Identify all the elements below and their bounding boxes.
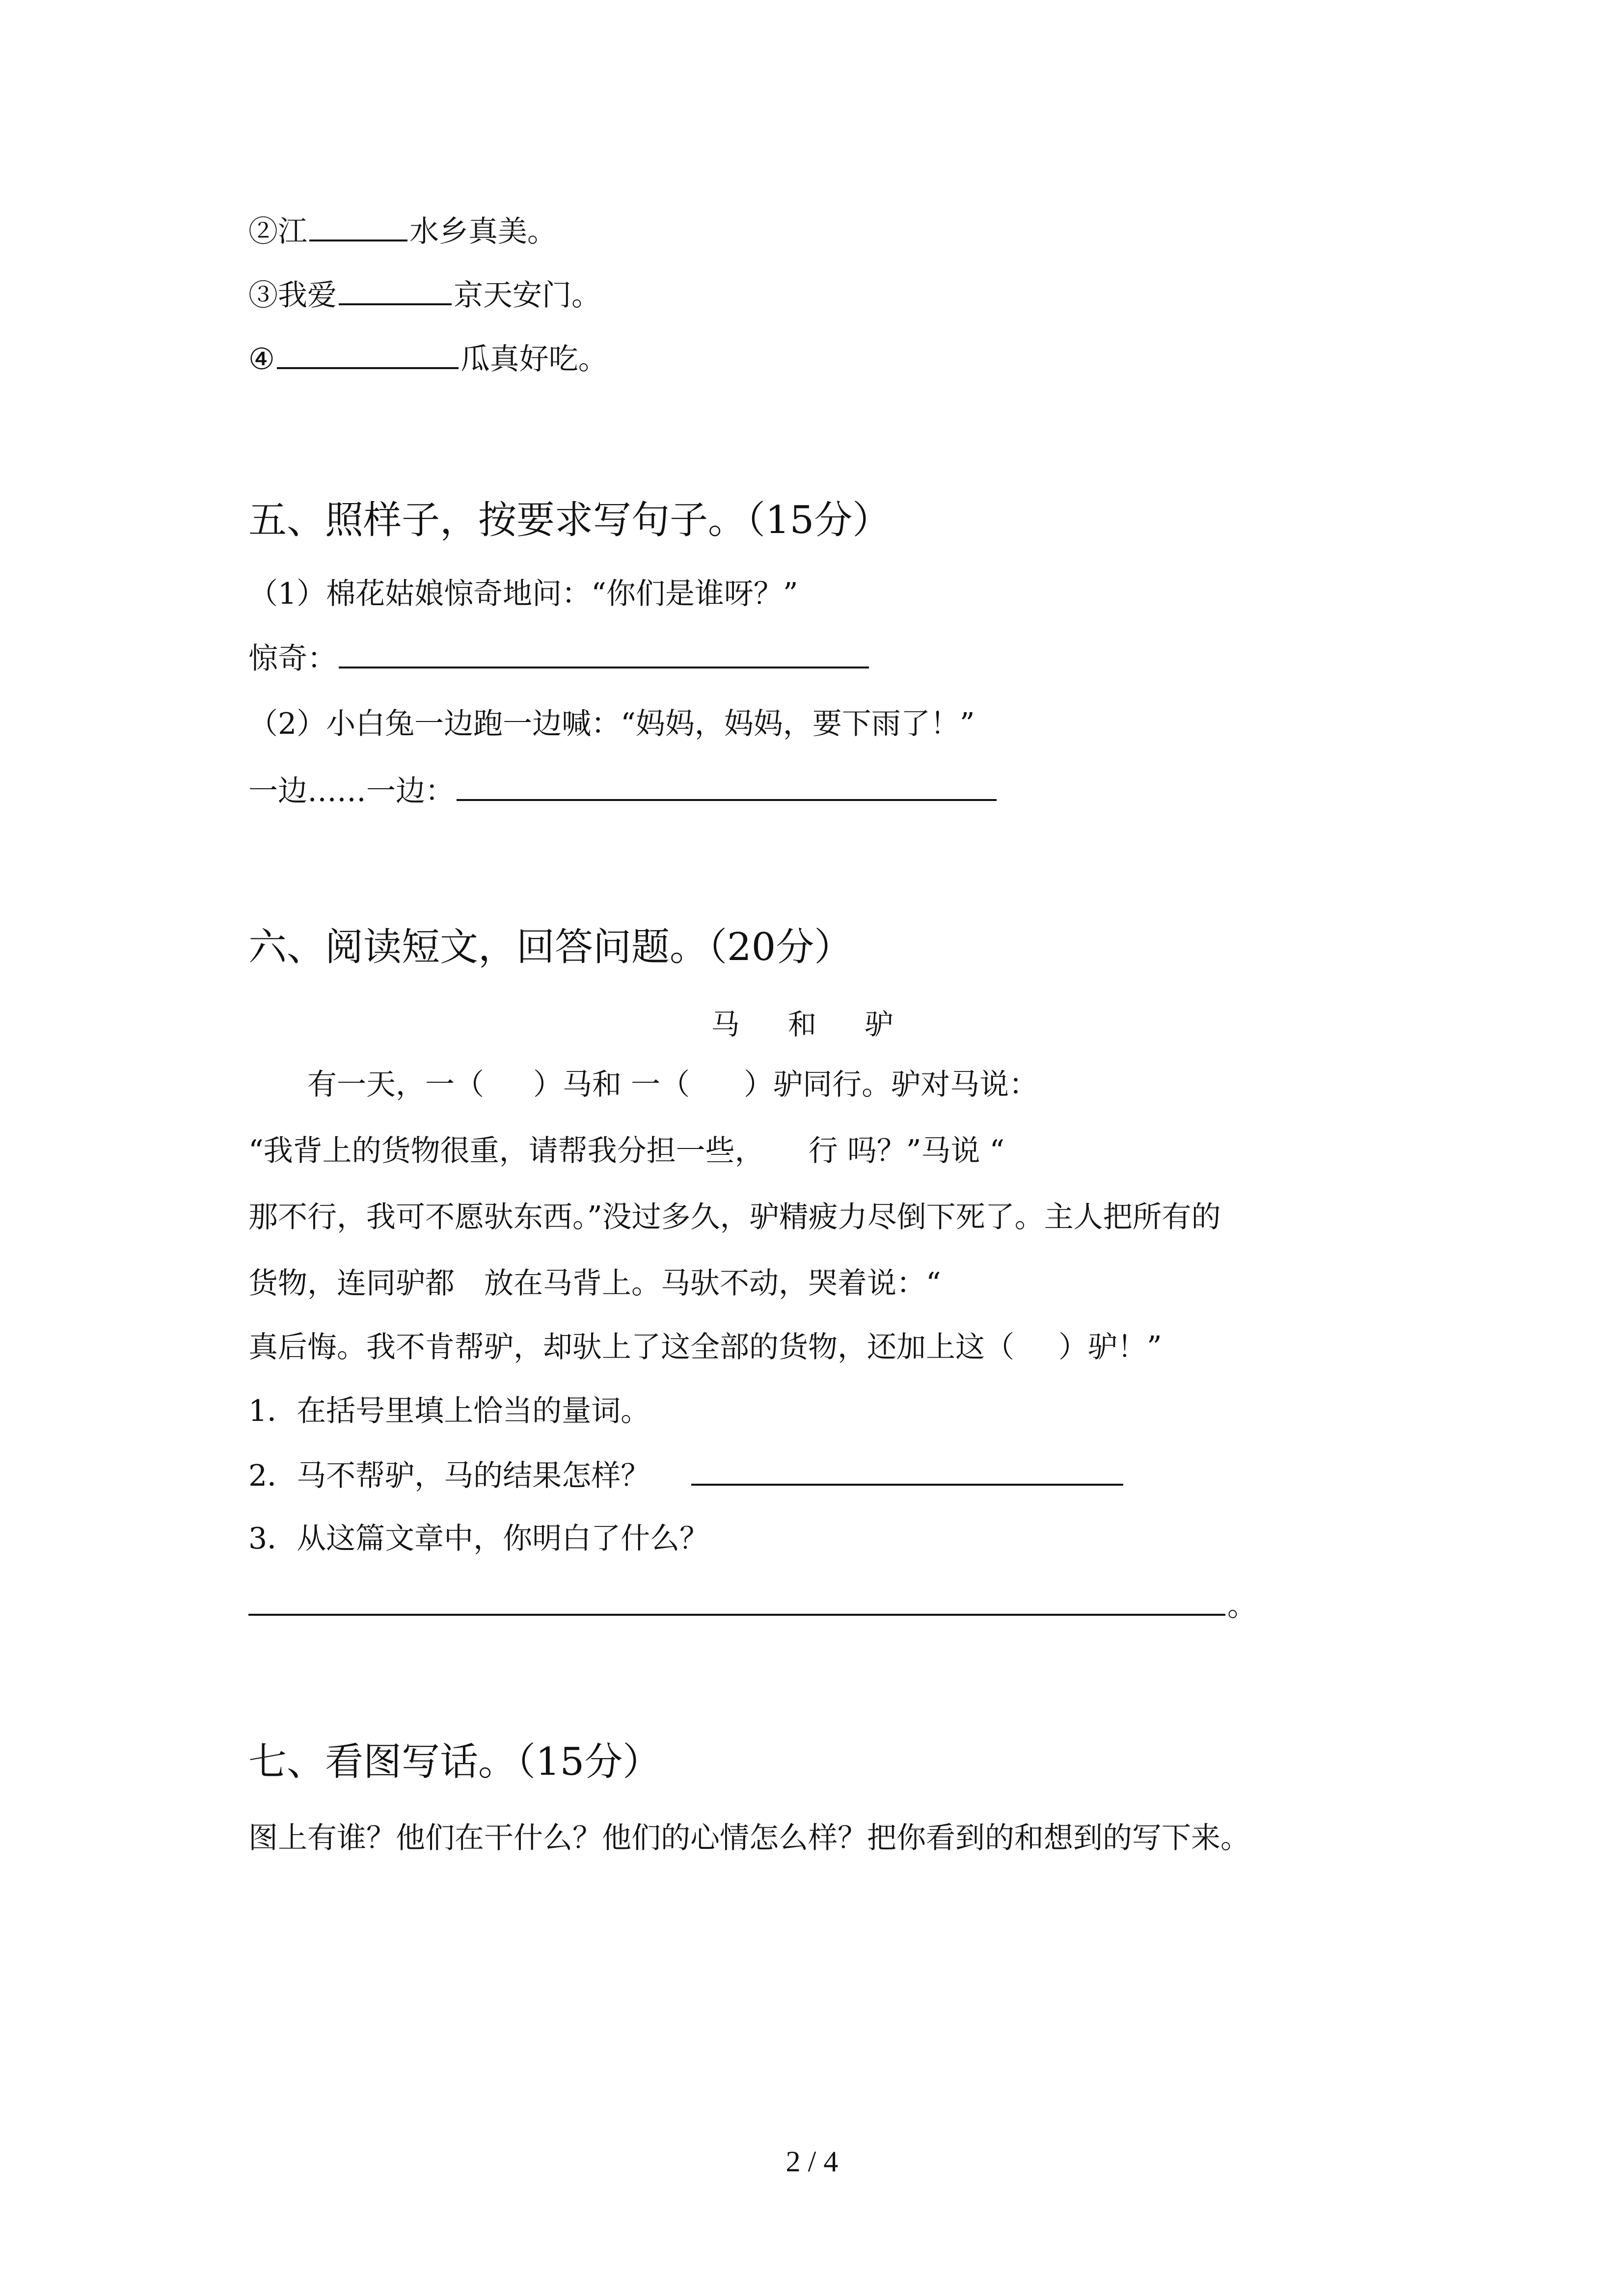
- fill-item-3: ③我爱 京天安门。: [248, 275, 601, 315]
- answer-line[interactable]: [339, 638, 869, 668]
- fill-item-4: ④ 瓜真好吃。: [248, 339, 608, 379]
- section-5-q1: （1）棉花姑娘惊奇地问：“你们是谁呀？”: [248, 577, 798, 611]
- section-5-title: 五、照样子，按要求写句子。（15分）: [248, 498, 891, 542]
- section-7-prompt: 图上有谁？他们在干什么？他们的心情怎么样？把你看到的和想到的写下来。: [248, 1821, 1250, 1855]
- answer-line[interactable]: [691, 1455, 1123, 1486]
- section-5-q2: （2）小白兔一边跑一边喊：“妈妈，妈妈，要下雨了！”: [248, 707, 975, 741]
- page-number: 2 / 4: [785, 2145, 839, 2178]
- section-6-q1: 1．在括号里填上恰当的量词。: [248, 1394, 650, 1428]
- section-7-title: 七、看图写话。（15分）: [248, 1740, 661, 1784]
- answer-line[interactable]: [457, 771, 997, 801]
- answer-line[interactable]: [248, 1585, 1225, 1616]
- section-6-title: 六、阅读短文，回答问题。（20分）: [248, 925, 853, 969]
- section-5-answer-1: 惊奇：: [248, 638, 871, 678]
- story-line-5: 真后悔。我不肯帮驴，却驮上了这全部的货物，还加上这（ ）驴！”: [248, 1330, 1162, 1364]
- section-6-q2: 2．马不帮驴，马的结果怎样？: [248, 1455, 1125, 1495]
- answer-blank[interactable]: [277, 339, 459, 369]
- section-6-answer-3: 。: [248, 1585, 1257, 1626]
- story-line-4: 货物，连同驴都 放在马背上。马驮不动，哭着说：“: [248, 1266, 941, 1301]
- section-5-answer-2: 一边……一边：: [248, 771, 999, 811]
- fill-item-2: ②江 水乡真美。: [248, 211, 557, 251]
- story-line-2: “我背上的货物很重，请帮我分担一些， 行 吗？”马说 “: [248, 1134, 1005, 1168]
- story-title: 马 和 驴: [711, 1008, 913, 1041]
- answer-blank[interactable]: [309, 211, 407, 241]
- section-6-q3: 3．从这篇文章中，你明白了什么？: [248, 1522, 709, 1556]
- story-line-1: 有一天，一（ ）马和 一（ ）驴同行。驴对马说：: [307, 1068, 1039, 1102]
- answer-blank[interactable]: [339, 275, 452, 305]
- story-line-3: 那不行，我可不愿驮东西。”没过多久，驴精疲力尽倒下死了。主人把所有的: [248, 1200, 1221, 1234]
